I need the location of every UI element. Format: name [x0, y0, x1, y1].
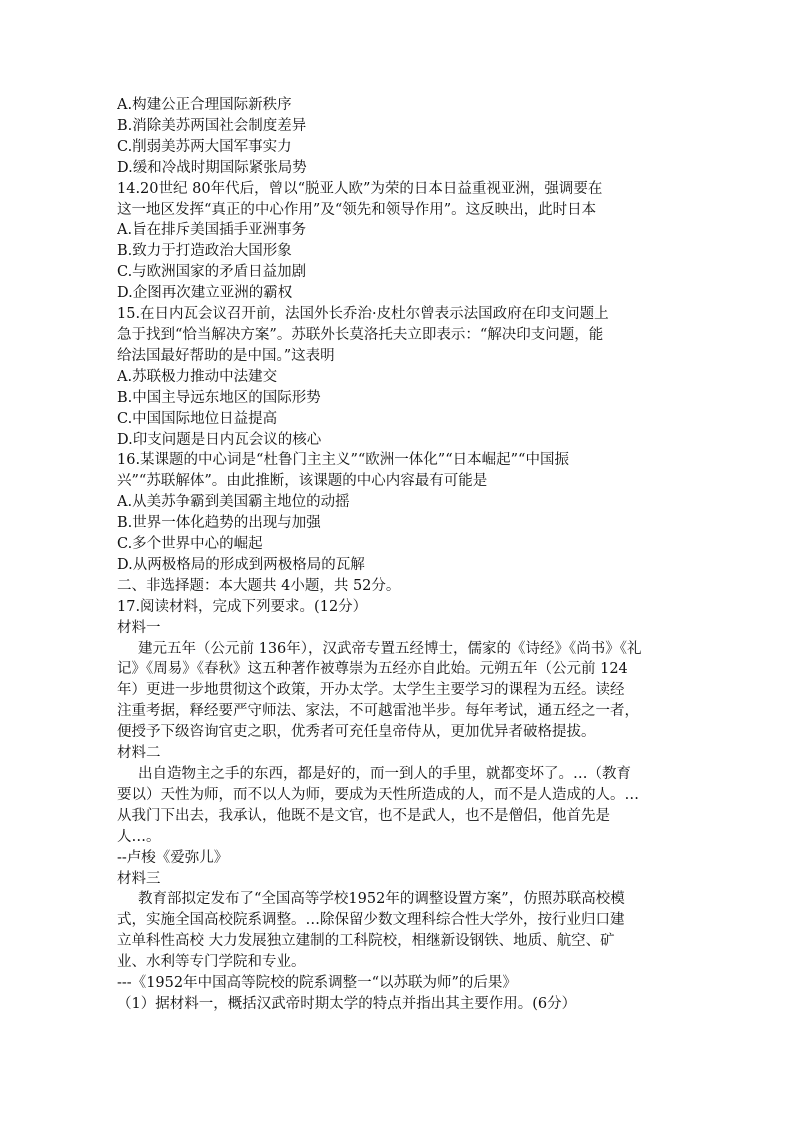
- material-1-text: 年）更进一步地贯彻这个政策，开办太学。太学生主要学习的课程为五经。读经: [117, 682, 625, 699]
- q16-stem: 兴”“苏联解体”。由此推断，该课题的中心内容最有可能是: [117, 473, 488, 490]
- material-1-label: 材料一: [117, 619, 161, 636]
- material-2-text: 人…。: [117, 828, 161, 845]
- q14-option-c: C.与欧洲国家的矛盾日益加剧: [117, 264, 307, 281]
- material-1-text: 注重考据，释经要严守师法、家法，不可越雷池半步。每年考试，通五经之一者，: [117, 703, 639, 720]
- material-3-text: 式，实施全国高校院系调整。…除保留少数文理科综合性大学外，按行业归口建: [117, 912, 625, 929]
- q16-option-d: D.从两极格局的形成到两极格局的瓦解: [117, 556, 365, 573]
- q14-stem: 这一地区发挥“真正的中心作用”及“领先和领导作用”。这反映出，此时日本: [117, 201, 597, 218]
- material-1-text: 便授予下级咨询官吏之职，优秀者可充任皇帝侍从，更加优异者破格提拔。: [117, 724, 596, 741]
- q16-option-b: B.世界一体化趋势的出现与加强: [117, 515, 321, 532]
- material-2-text: 出自造物主之手的东西，都是好的，而一到人的手里，就都变坏了。…（教育: [138, 766, 631, 782]
- q15-stem: 急于找到“恰当解决方案”。苏联外长莫洛托夫立即表示：“解决印支问题，能: [117, 326, 604, 343]
- material-2-text: 要以）天性为师，而不以人为师，要成为天性所造成的人，而不是人造成的人。…: [117, 786, 639, 803]
- material-1-text: 建元五年（公元前 136年），汉武帝专置五经博士，儒家的《诗经》《尚书》《礼: [138, 640, 642, 657]
- q17-subquestion-1: （1）据材料一，概括汉武帝时期太学的特点并指出其主要作用。(6分）: [117, 995, 577, 1012]
- material-3-source: ---《1952年中国高等院校的院系调整一“以苏联为师”的后果》: [117, 975, 517, 992]
- material-2-source: --卢梭《爱弥儿》: [117, 849, 229, 866]
- q14-option-d: D.企图再次建立亚洲的霸权: [117, 285, 293, 302]
- q15-stem: 15.在日内瓦会议召开前，法国外长乔治·皮杜尔曾表示法国政府在印支问题上: [117, 306, 609, 323]
- q14-stem: 14.20世纪 80年代后，曾以“脱亚人欧”为荣的日本日益重视亚洲，强调要在: [117, 180, 603, 197]
- q16-option-c: C.多个世界中心的崛起: [117, 536, 263, 553]
- q15-option-a: A.苏联极力推动中法建交: [117, 368, 278, 385]
- q13-option-d: D.缓和冷战时期国际紧张局势: [117, 159, 307, 176]
- material-1-text: 记》《周易》《春秋》这五种著作被尊崇为五经亦自此始。元朔五年（公元前 124: [117, 661, 628, 678]
- q15-option-d: D.印支问题是日内瓦会议的核心: [117, 431, 322, 448]
- q15-stem: 给法国最好帮助的是中国。”这表明: [117, 347, 335, 364]
- material-2-label: 材料二: [117, 745, 161, 762]
- q15-option-c: C.中国国际地位日益提高: [117, 410, 278, 427]
- exam-page: [117, 95, 682, 1015]
- q13-option-b: B.消除美苏两国社会制度差异: [117, 117, 307, 134]
- material-2-text: 从我门下出去，我承认，他既不是文官，也不是武人，也不是僧侣，他首先是: [117, 807, 610, 824]
- q16-stem: 16.某课题的中心词是“杜鲁门主主义”“欧洲一体化”“日本崛起”“中国振: [117, 452, 569, 469]
- q16-option-a: A.从美苏争霸到美国霸主地位的动摇: [117, 494, 350, 511]
- material-3-text: 立单科性高校 大力发展独立建制的工科院校，相继新设钢铁、地质、航空、矿: [117, 933, 615, 950]
- material-3-text: 业、水利等专门学院和专业。: [117, 954, 306, 971]
- material-3-text: 教育部拟定发布了“全国高等学校1952年的调整设置方案”，仿照苏联高校模: [138, 891, 625, 908]
- q14-option-b: B.致力于打造政治大国形象: [117, 243, 292, 260]
- q15-option-b: B.中国主导远东地区的国际形势: [117, 389, 321, 406]
- q14-option-a: A.旨在排斥美国插手亚洲事务: [117, 222, 307, 239]
- q13-option-a: A.构建公正合理国际新秩序: [117, 97, 292, 113]
- q13-option-c: C.削弱美苏两大国军事实力: [117, 138, 292, 155]
- q17-stem: 17.阅读材料，完成下列要求。(12分）: [117, 598, 368, 615]
- material-3-label: 材料三: [117, 870, 161, 887]
- section-heading: 二、非选择题：本大题共 4小题，共 52分。: [117, 577, 401, 594]
